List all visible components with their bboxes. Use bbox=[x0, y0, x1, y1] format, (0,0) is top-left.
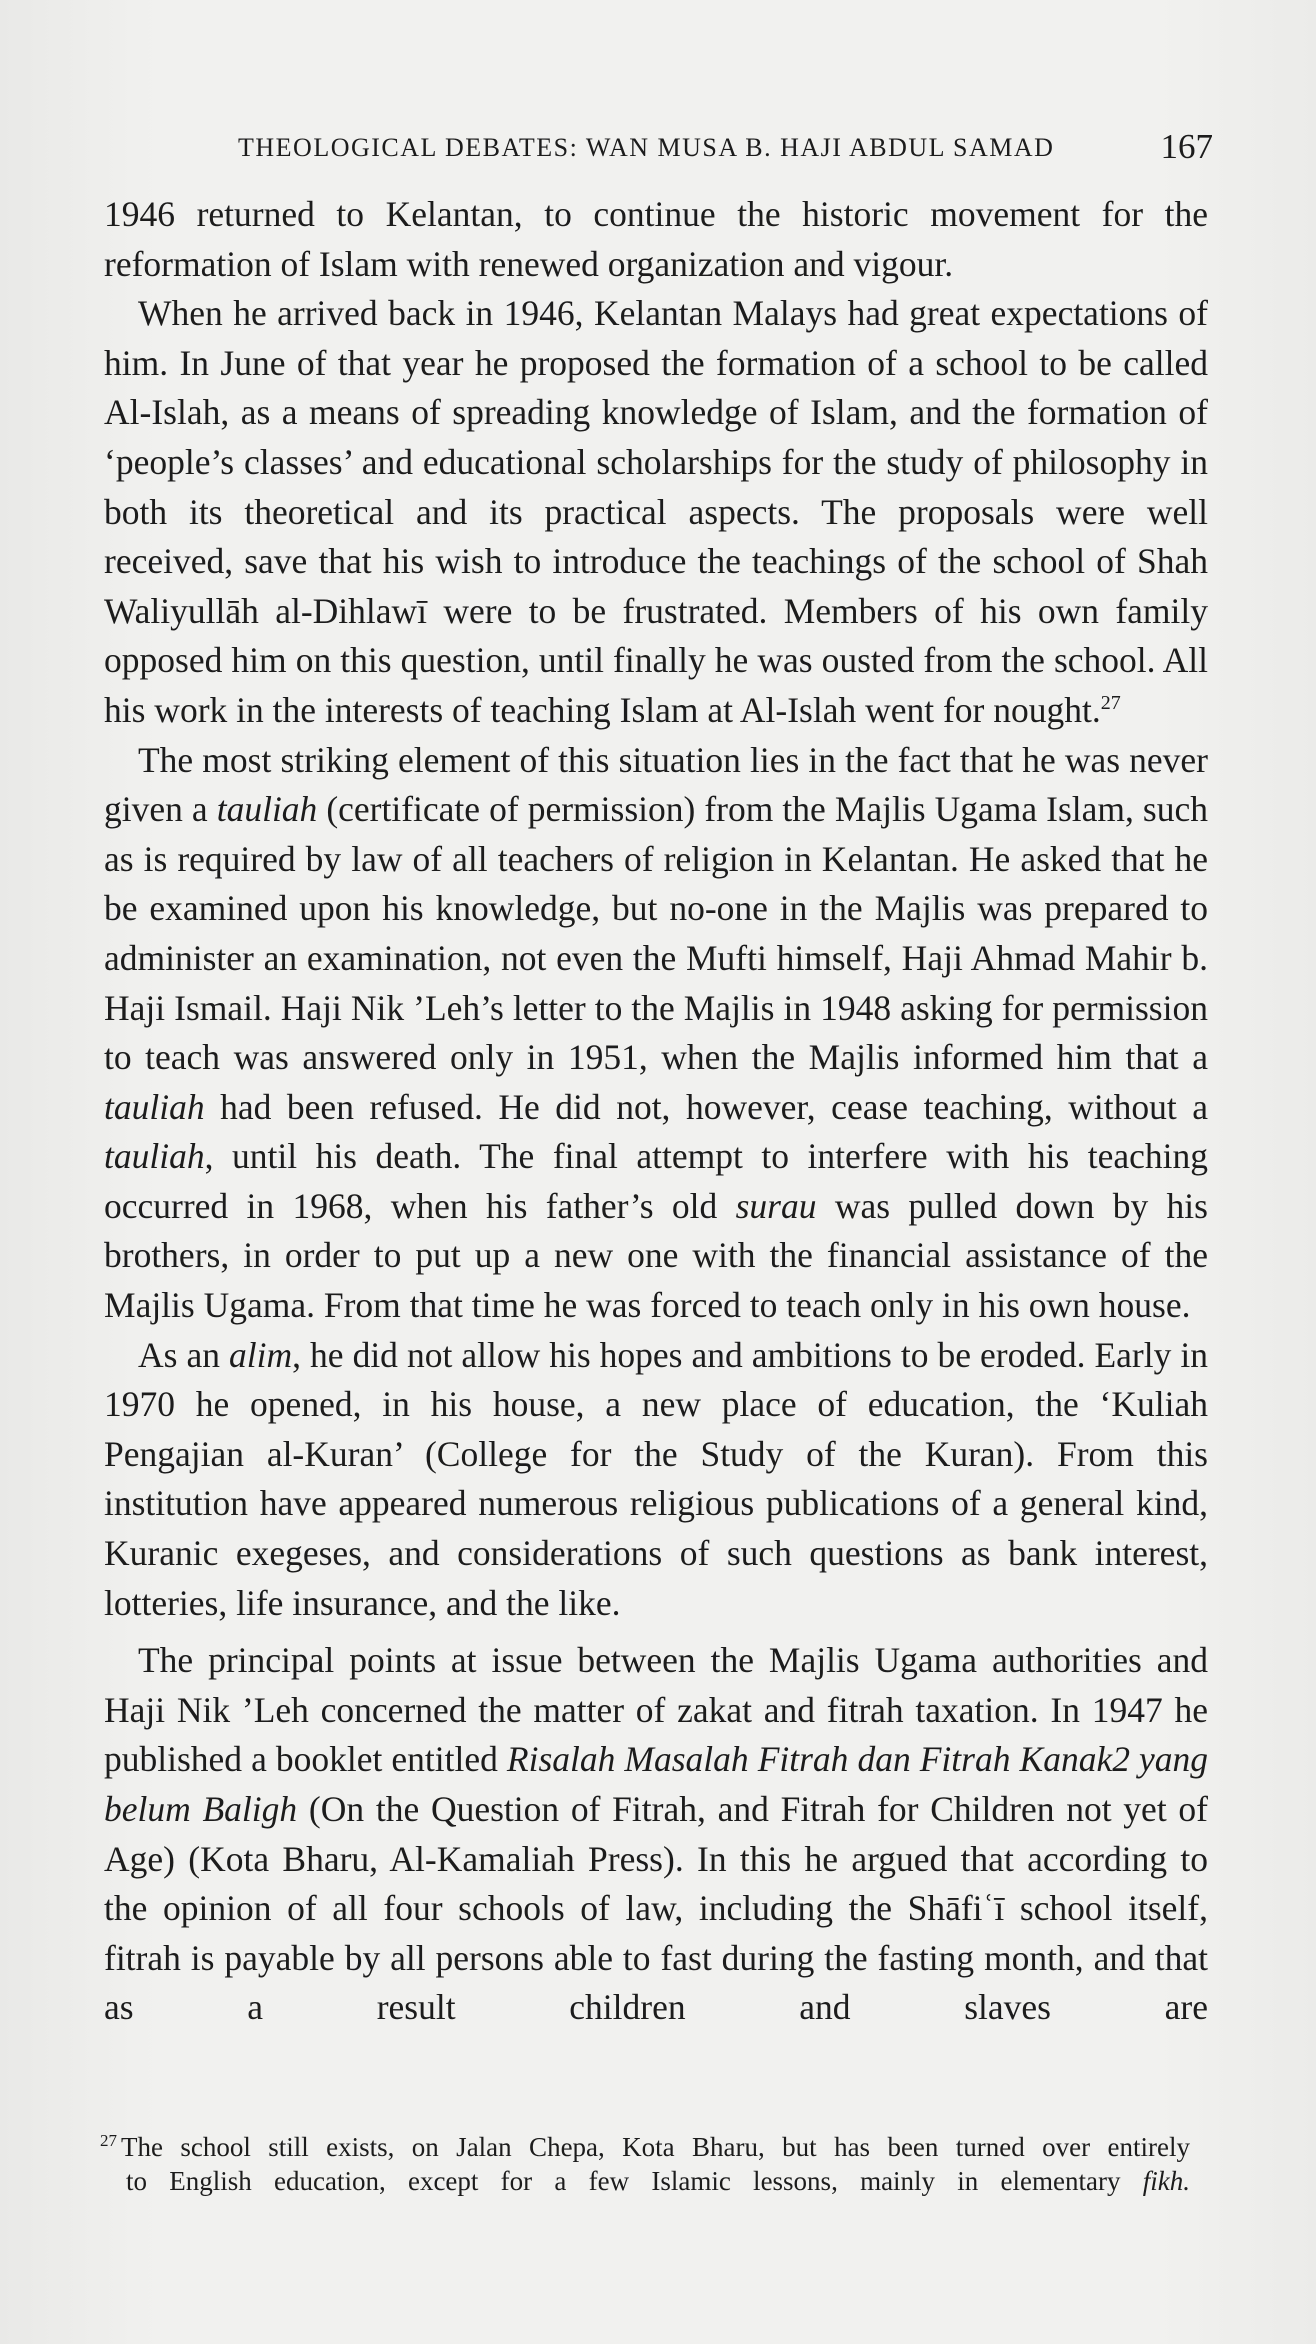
body-text bbox=[104, 190, 1208, 2033]
paragraph-2-text: When he arrived back in 1946, Kelantan Malays had great expectations of him. In June of that year he proposed the formation of a school to be called Al-Islah, as a means of spreading knowledge of Islam, and the formation of ‘people’s classes’ and educational scholarships for the study of philosophy in both its theoretical and its practical aspects. The proposals were well received, save that his wish to introduce the teachings of the school of Shah Waliyullāh al-Dihlawī were to be frustrated. Members of his own family opposed him on this question, until finally he was ousted from the school. All his work in the interests of teaching Islam at Al-Islah went for nought. bbox=[104, 293, 1208, 730]
paragraph-5-text: The principal points at issue between the Majlis Ugama authorities and Haji Nik ’Leh concerned the matter of zakat and fitrah taxation. In 1947 he published a booklet entitled bbox=[104, 1640, 1208, 1780]
paragraph-3-text: The most striking element of this situation lies in the fact that he was never given a bbox=[104, 739, 1208, 830]
paragraph-3-text: had been refused. He did not, however, cease teaching, without a bbox=[204, 1086, 1208, 1127]
paragraph-3-text: , until his death. The final attempt to interfere with his teaching occurred in 1968, when his father’s old bbox=[104, 1136, 1208, 1226]
footnote-text-2: to English education, except for a few Islamic lessons, mainly in elementary bbox=[126, 2166, 1143, 2196]
running-head: THEOLOGICAL DEBATES: WAN MUSA B. HAJI ABDUL SAMAD bbox=[238, 133, 1055, 162]
page-header bbox=[238, 127, 1213, 171]
footnote-italic-fikh: fikh. bbox=[1142, 2166, 1190, 2196]
italic-booklet-title: Risalah Masalah Fitrah dan Fitrah Kanak2 yang belum Baligh bbox=[104, 1739, 1208, 1829]
footnote-number: 27 bbox=[100, 2131, 117, 2150]
footnote-line-2 bbox=[100, 2164, 1190, 2198]
italic-term-tauliah: tauliah bbox=[216, 789, 318, 830]
paragraph-2 bbox=[104, 289, 1208, 735]
italic-term-alim: alim bbox=[229, 1334, 293, 1375]
paragraph-5 bbox=[104, 1636, 1208, 2033]
paragraph-5-text: (On the Question of Fitrah, and Fitrah for Children not yet of Age) (Kota Bharu, Al-Kamaliah Press). In this he argued that according to the opinion of all four schools of law, including the Shāfiʿī school itself, fitrah is payable by all persons able to fast during the fasting month, and that as a result children and slaves are bbox=[104, 1789, 1208, 2028]
paragraph-3-text: was pulled down by his brothers, in order to put up a new one with the financial assistance of the Majlis Ugama. From that time he was forced to teach only in his own house. bbox=[104, 1185, 1208, 1326]
footnote-text-1: The school still exists, on Jalan Chepa, Kota Bharu, but has been turned over entirely bbox=[121, 2132, 1190, 2162]
paragraph-3-text: (certificate of permission) from the Majlis Ugama Islam, such as is required by law of all teachers of religion in Kelantan. He asked that he be examined upon his knowledge, but no-one in the Majlis was prepared to administer an examination, not even the Mufti himself, Haji Ahmad Mahir b. Haji Ismail. Haji Nik ’Leh’s letter to the Majlis in 1948 asking for permission to teach was answered only in 1951, when the Majlis informed him that a bbox=[104, 789, 1208, 1078]
paragraph-4-text: , he did not allow his hopes and ambitions to be eroded. Early in 1970 he opened, in his house, a new place of education, the ‘Kuliah Pengajian al-Kuran’ (College for the Study of the Kuran). From this institution have appeared numerous religious publications of a general kind, Kuranic exegeses, and considerations of such questions as bank interest, lotteries, life insurance, and the like. bbox=[104, 1334, 1209, 1623]
paragraph-1-text: 1946 returned to Kelantan, to continue the historic movement for the reformation of Islam with renewed organization and vigour. bbox=[104, 194, 1208, 284]
paragraph-1 bbox=[104, 190, 1208, 289]
paragraph-4 bbox=[104, 1331, 1208, 1629]
paragraph-3 bbox=[104, 736, 1208, 1331]
italic-term-tauliah: tauliah bbox=[104, 1136, 205, 1177]
italic-term-surau: surau bbox=[735, 1185, 817, 1226]
page-number: 167 bbox=[1160, 127, 1213, 166]
footnote-reference: 27 bbox=[1100, 692, 1121, 715]
paragraph-4-text: As an bbox=[138, 1334, 230, 1375]
footnote bbox=[100, 2130, 1190, 2198]
footnote-line-1 bbox=[100, 2130, 1190, 2164]
italic-term-tauliah: tauliah bbox=[104, 1086, 205, 1127]
